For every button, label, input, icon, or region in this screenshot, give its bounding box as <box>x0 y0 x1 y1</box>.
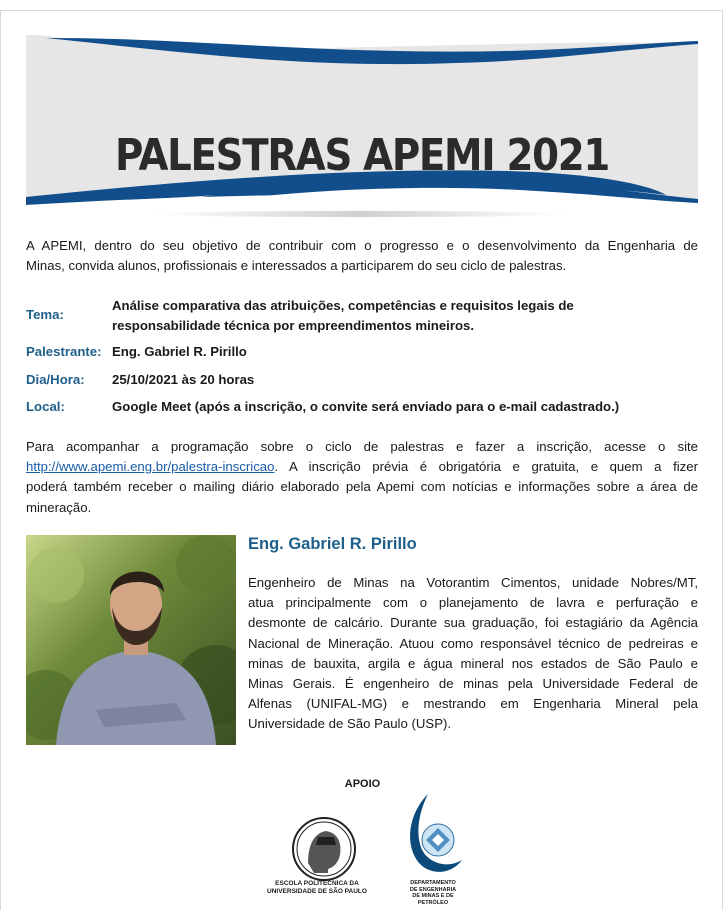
bio-line-2: atua principalmente com o planejamento de lavra e perfuração e <box>248 595 698 611</box>
poli-usp-caption <box>252 880 382 896</box>
pmi-department-logo <box>398 790 468 882</box>
header-banner <box>26 35 698 205</box>
banner-title: PALESTRAS APEMI 2021 <box>115 130 609 181</box>
bio-line-5: minas de bauxita, argila e água mineral nos estados de São Paulo e <box>248 655 698 671</box>
local-label: Local: <box>26 399 65 414</box>
program-paragraph <box>26 437 698 518</box>
bio-line-7: Alfenas (UNIFAL-MG) e mestrando em Engenharia Mineral pela <box>248 696 698 712</box>
local-value: Google Meet (após a inscrição, o convite será enviado para o e-mail cadastrado.) <box>112 399 620 414</box>
program-line-3: poderá também receber o mailing diário elaborado pela Apemi com notícias e informações sobre a área de <box>26 479 698 495</box>
program-line-1: Para acompanhar a programação sobre o ciclo de palestras e fazer a inscrição, acesse o site <box>26 439 698 454</box>
intro-paragraph <box>26 236 698 276</box>
program-line-2 <box>26 457 698 477</box>
pmi-caption-line-3: DE MINAS E DE PETRÓLEO <box>412 893 454 906</box>
speaker-name: Eng. Gabriel R. Pirillo <box>248 535 417 553</box>
intro-line-1: A APEMI, dentro do seu objetivo de contribuir com o progresso e o desenvolvimento da Engenharia de <box>26 238 698 253</box>
bio-line-4: Nacional de Mineração. Atuou como responsável técnico de pedreiras e <box>248 635 698 651</box>
bio-line-1: Engenheiro de Minas na Votorantim Cimentos, unidade Nobres/MT, <box>248 575 698 590</box>
dia-hora-label: Dia/Hora: <box>26 372 85 387</box>
pmi-caption-line-1: DEPARTAMENTO <box>410 880 456 886</box>
bio-line-3: desmonte de calcário. Durante sua graduação, foi estagiário da Agência <box>248 615 698 631</box>
registration-link[interactable]: http://www.apemi.eng.br/palestra-inscricao <box>26 459 275 475</box>
palestrante-label: Palestrante: <box>26 344 102 359</box>
banner-shadow <box>150 210 570 224</box>
support-heading: APOIO <box>344 778 381 790</box>
pmi-caption-line-2: DE ENGENHARIA <box>409 886 457 893</box>
intro-line-2: Minas, convida alunos, profissionais e interessados a participarem do seu ciclo de palestras. <box>26 258 567 274</box>
bio-line-8: Universidade de São Paulo (USP). <box>248 716 452 732</box>
pmi-department-caption <box>398 880 468 906</box>
dia-hora-value: 25/10/2021 às 20 horas <box>112 372 255 387</box>
program-line-4: mineração. <box>26 499 92 515</box>
palestrante-value: Eng. Gabriel R. Pirillo <box>112 344 247 359</box>
tema-label: Tema: <box>26 307 64 322</box>
poli-caption-line-1: ESCOLA POLITÉCNICA DA <box>275 880 359 887</box>
bio-line-6: Minas Gerais. É engenheiro de minas pela Universidade Federal de <box>248 676 698 692</box>
tema-value: Análise comparativa das atribuições, competências e requisitos legais de responsabilidade técnica por empreendimentos mineiros. <box>112 298 574 333</box>
poli-caption-line-2: UNIVERSIDADE DE SÃO PAULO <box>267 888 367 895</box>
speaker-photo <box>26 535 236 745</box>
program-line-2-rest: . A inscrição prévia é obrigatória e gratuita, e quem a fizer <box>274 459 698 475</box>
speaker-bio <box>248 573 698 735</box>
